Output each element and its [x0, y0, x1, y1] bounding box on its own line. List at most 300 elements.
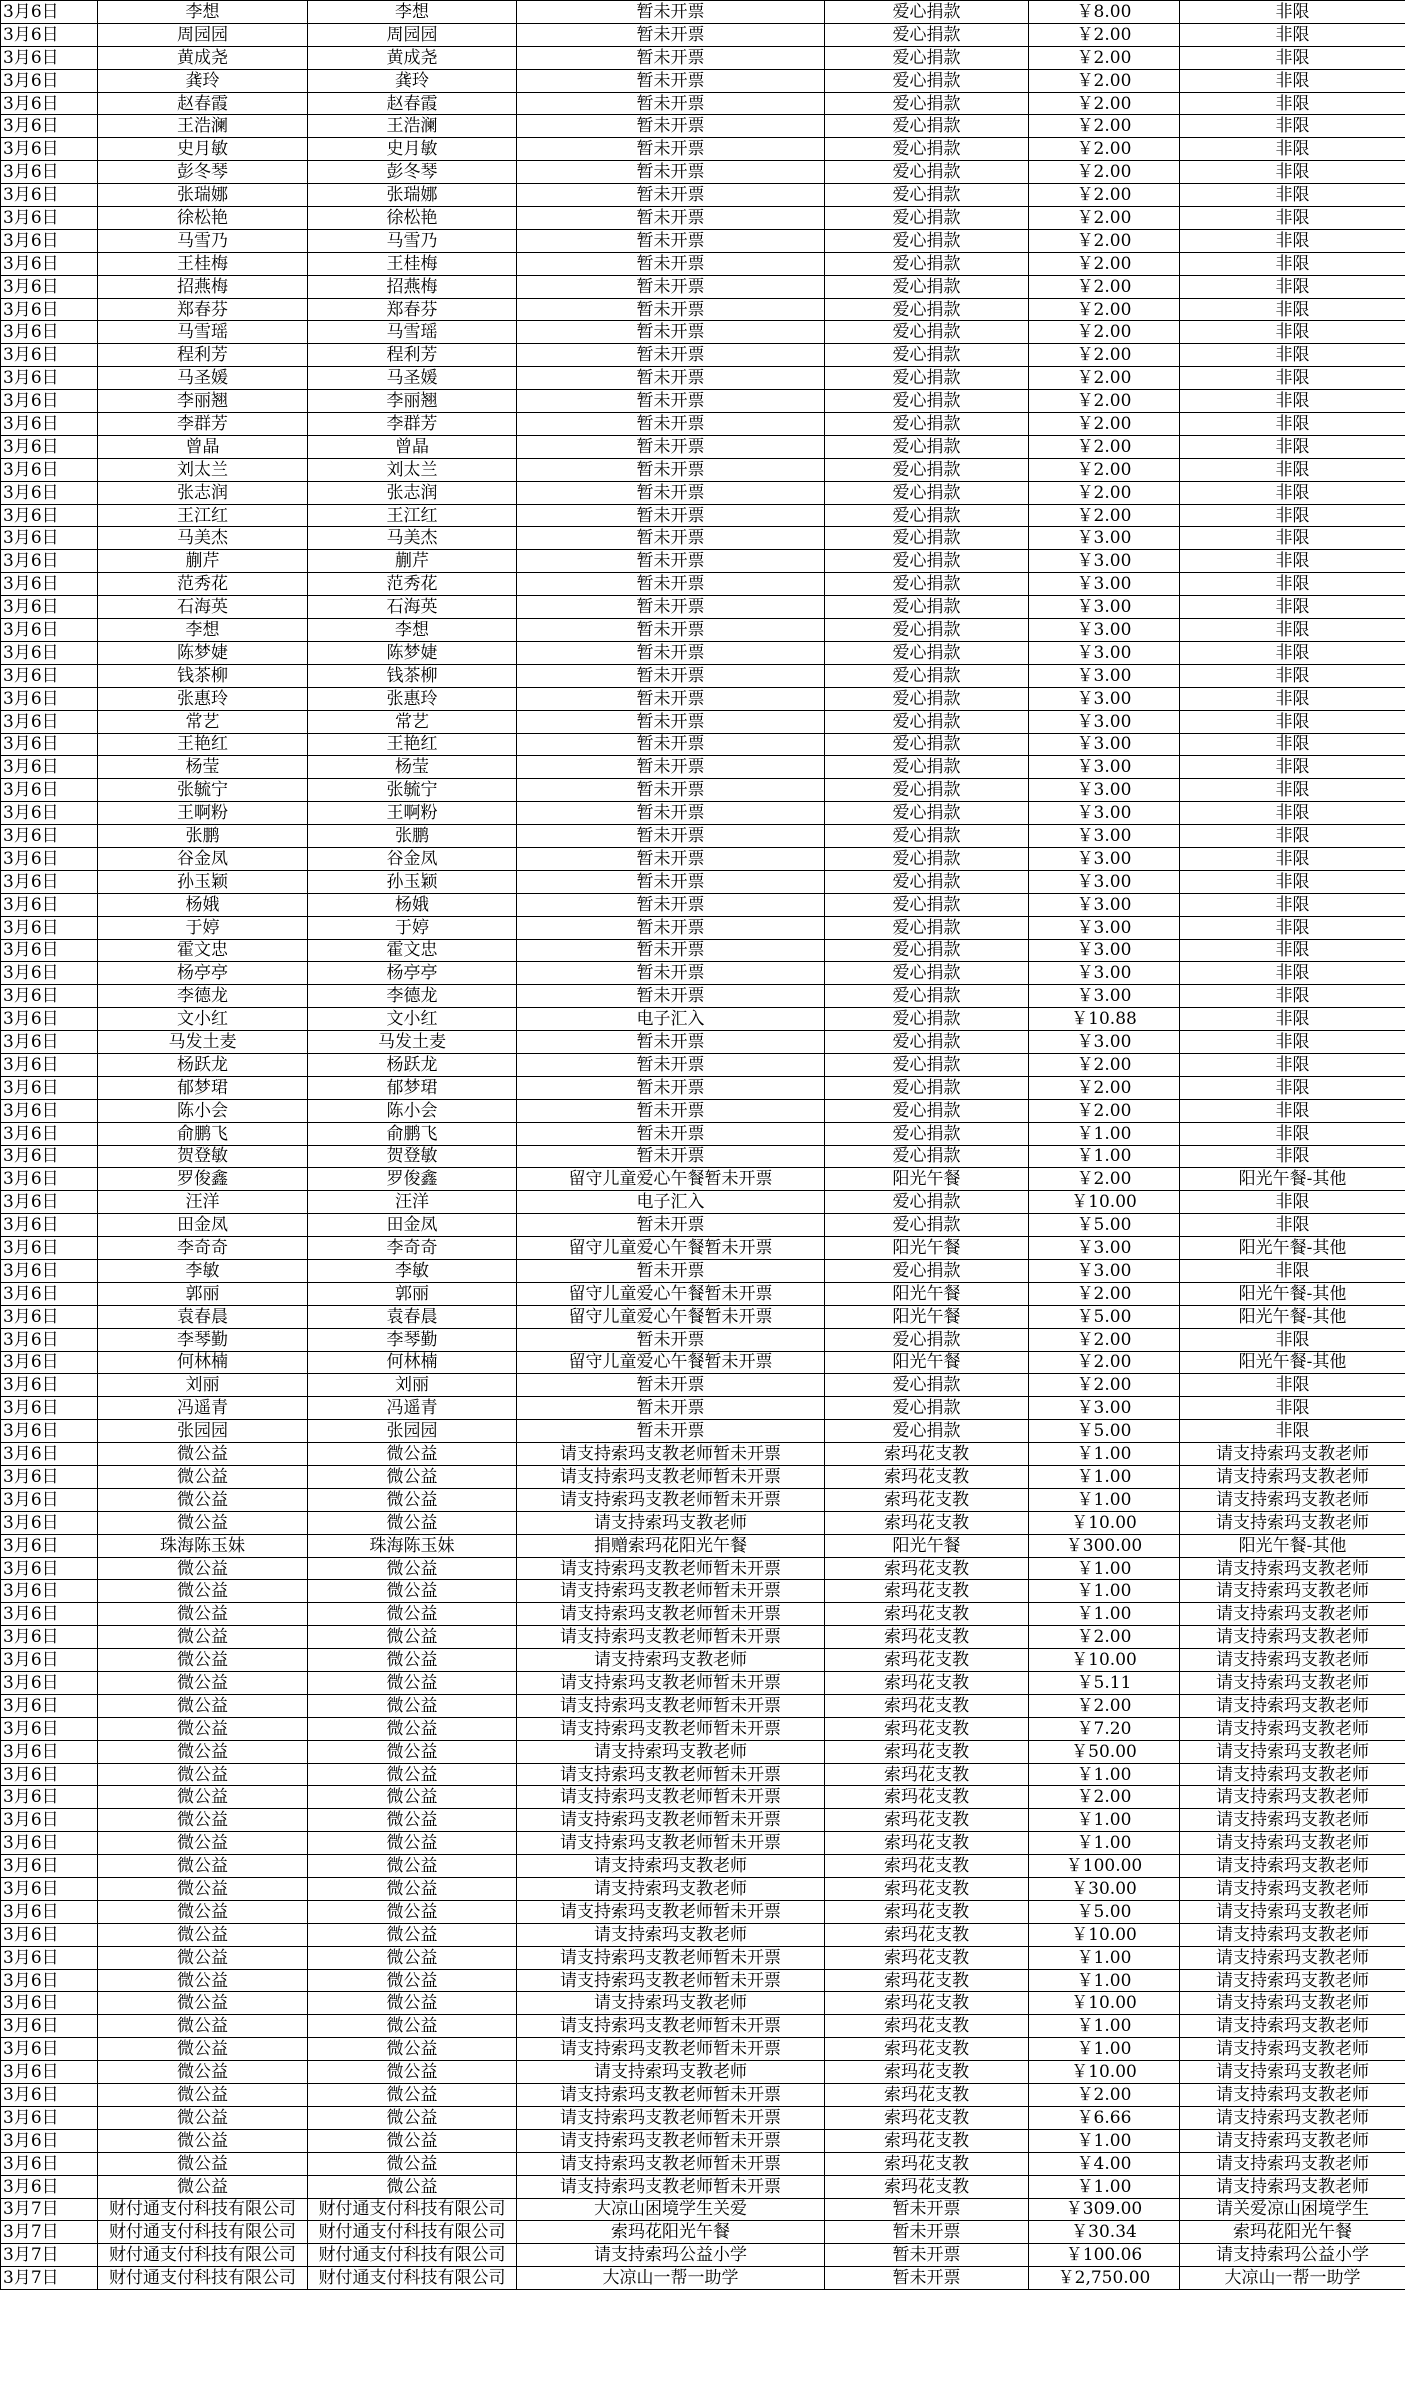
project-cell: 索玛花支教: [825, 1672, 1029, 1695]
note-cell: 请支持索玛支教老师暂未开票: [517, 2106, 825, 2129]
date-cell: 3月6日: [1, 573, 98, 596]
project-cell: 爱心捐款: [825, 23, 1029, 46]
payer-cell: 龚玲: [308, 69, 517, 92]
project-cell: 暂未开票: [825, 2221, 1029, 2244]
restriction-cell: 请支持索玛支教老师: [1180, 1717, 1405, 1740]
note-cell: 请支持索玛支教老师暂未开票: [517, 1763, 825, 1786]
table-row: [1, 2198, 1405, 2221]
date-cell: 3月6日: [1, 1328, 98, 1351]
restriction-cell: 非限: [1180, 481, 1405, 504]
date-cell: 3月6日: [1, 1603, 98, 1626]
date-cell: 3月6日: [1, 252, 98, 275]
project-cell: 爱心捐款: [825, 664, 1029, 687]
date-cell: 3月6日: [1, 870, 98, 893]
date-cell: 3月6日: [1, 1580, 98, 1603]
table-row: [1, 23, 1405, 46]
payer-cell: 微公益: [308, 1443, 517, 1466]
project-cell: 爱心捐款: [825, 298, 1029, 321]
note-cell: 暂未开票: [517, 23, 825, 46]
donor-cell: 微公益: [98, 1672, 308, 1695]
restriction-cell: 索玛花阳光午餐: [1180, 2221, 1405, 2244]
date-cell: 3月6日: [1, 184, 98, 207]
note-cell: 留守儿童爱心午餐暂未开票: [517, 1168, 825, 1191]
project-cell: 爱心捐款: [825, 367, 1029, 390]
date-cell: 3月6日: [1, 2129, 98, 2152]
note-cell: 请支持索玛支教老师暂未开票: [517, 1900, 825, 1923]
note-cell: 请支持索玛支教老师暂未开票: [517, 1488, 825, 1511]
restriction-cell: 请支持索玛支教老师: [1180, 1443, 1405, 1466]
amount-cell: ￥3.00: [1029, 664, 1180, 687]
payer-cell: 常艺: [308, 710, 517, 733]
table-row: [1, 1420, 1405, 1443]
note-cell: 暂未开票: [517, 92, 825, 115]
project-cell: 爱心捐款: [825, 1053, 1029, 1076]
payer-cell: 杨跃龙: [308, 1053, 517, 1076]
table-row: [1, 870, 1405, 893]
note-cell: 暂未开票: [517, 138, 825, 161]
date-cell: 3月6日: [1, 1282, 98, 1305]
table-row: [1, 527, 1405, 550]
restriction-cell: 非限: [1180, 92, 1405, 115]
restriction-cell: 请支持索玛支教老师: [1180, 2152, 1405, 2175]
date-cell: 3月6日: [1, 1969, 98, 1992]
restriction-cell: 非限: [1180, 1008, 1405, 1031]
payer-cell: 微公益: [308, 1878, 517, 1901]
date-cell: 3月6日: [1, 756, 98, 779]
project-cell: 爱心捐款: [825, 779, 1029, 802]
donor-cell: 蒯芹: [98, 550, 308, 573]
amount-cell: ￥2.00: [1029, 184, 1180, 207]
project-cell: 阳光午餐: [825, 1237, 1029, 1260]
note-cell: 请支持索玛支教老师暂未开票: [517, 1672, 825, 1695]
donor-cell: 微公益: [98, 1717, 308, 1740]
table-row: [1, 2015, 1405, 2038]
note-cell: 暂未开票: [517, 321, 825, 344]
table-row: [1, 275, 1405, 298]
date-cell: 3月6日: [1, 275, 98, 298]
restriction-cell: 请支持索玛公益小学: [1180, 2244, 1405, 2267]
donor-cell: 王桂梅: [98, 252, 308, 275]
donor-cell: 王啊粉: [98, 802, 308, 825]
note-cell: 暂未开票: [517, 115, 825, 138]
amount-cell: ￥2.00: [1029, 207, 1180, 230]
date-cell: 3月6日: [1, 92, 98, 115]
date-cell: 3月6日: [1, 710, 98, 733]
note-cell: 暂未开票: [517, 847, 825, 870]
note-cell: 暂未开票: [517, 46, 825, 69]
note-cell: 请支持索玛支教老师暂未开票: [517, 2084, 825, 2107]
note-cell: 暂未开票: [517, 1214, 825, 1237]
restriction-cell: 非限: [1180, 161, 1405, 184]
donor-cell: 文小红: [98, 1008, 308, 1031]
note-cell: 暂未开票: [517, 69, 825, 92]
table-row: [1, 893, 1405, 916]
restriction-cell: 非限: [1180, 1053, 1405, 1076]
restriction-cell: 请支持索玛支教老师: [1180, 2129, 1405, 2152]
donor-cell: 郁梦珺: [98, 1076, 308, 1099]
payer-cell: 微公益: [308, 1740, 517, 1763]
table-row: [1, 2129, 1405, 2152]
table-row: [1, 2244, 1405, 2267]
note-cell: 暂未开票: [517, 825, 825, 848]
payer-cell: 马雪乃: [308, 229, 517, 252]
ledger-body: [1, 1, 1405, 2290]
note-cell: 暂未开票: [517, 962, 825, 985]
note-cell: 暂未开票: [517, 229, 825, 252]
table-row: [1, 1259, 1405, 1282]
donor-cell: 微公益: [98, 1969, 308, 1992]
donor-cell: 谷金凤: [98, 847, 308, 870]
note-cell: 请支持索玛支教老师暂未开票: [517, 1694, 825, 1717]
restriction-cell: 非限: [1180, 115, 1405, 138]
table-row: [1, 1168, 1405, 1191]
restriction-cell: 阳光午餐-其他: [1180, 1168, 1405, 1191]
restriction-cell: 非限: [1180, 939, 1405, 962]
project-cell: 爱心捐款: [825, 1008, 1029, 1031]
restriction-cell: 请支持索玛支教老师: [1180, 1969, 1405, 1992]
payer-cell: 李敏: [308, 1259, 517, 1282]
project-cell: 爱心捐款: [825, 1328, 1029, 1351]
table-row: [1, 962, 1405, 985]
note-cell: 暂未开票: [517, 756, 825, 779]
payer-cell: 郁梦珺: [308, 1076, 517, 1099]
payer-cell: 张鹏: [308, 825, 517, 848]
table-row: [1, 1145, 1405, 1168]
table-row: [1, 1969, 1405, 1992]
note-cell: 请支持索玛支教老师暂未开票: [517, 2152, 825, 2175]
restriction-cell: 非限: [1180, 252, 1405, 275]
donor-cell: 张惠玲: [98, 687, 308, 710]
date-cell: 3月6日: [1, 390, 98, 413]
project-cell: 爱心捐款: [825, 619, 1029, 642]
date-cell: 3月6日: [1, 23, 98, 46]
restriction-cell: 阳光午餐-其他: [1180, 1237, 1405, 1260]
restriction-cell: 非限: [1180, 641, 1405, 664]
project-cell: 索玛花支教: [825, 1832, 1029, 1855]
table-row: [1, 229, 1405, 252]
donor-cell: 霍文忠: [98, 939, 308, 962]
payer-cell: 周园园: [308, 23, 517, 46]
payer-cell: 罗俊鑫: [308, 1168, 517, 1191]
amount-cell: ￥2.00: [1029, 115, 1180, 138]
payer-cell: 李想: [308, 619, 517, 642]
table-row: [1, 1282, 1405, 1305]
note-cell: 暂未开票: [517, 527, 825, 550]
restriction-cell: 非限: [1180, 733, 1405, 756]
restriction-cell: 阳光午餐-其他: [1180, 1351, 1405, 1374]
donor-cell: 微公益: [98, 2175, 308, 2198]
note-cell: 电子汇入: [517, 1191, 825, 1214]
payer-cell: 李德龙: [308, 985, 517, 1008]
project-cell: 爱心捐款: [825, 687, 1029, 710]
restriction-cell: 非限: [1180, 573, 1405, 596]
project-cell: 索玛花支教: [825, 1809, 1029, 1832]
payer-cell: 李丽翘: [308, 390, 517, 413]
project-cell: 爱心捐款: [825, 1214, 1029, 1237]
project-cell: 索玛花支教: [825, 1603, 1029, 1626]
table-row: [1, 641, 1405, 664]
table-row: [1, 550, 1405, 573]
amount-cell: ￥2.00: [1029, 229, 1180, 252]
amount-cell: ￥3.00: [1029, 893, 1180, 916]
donor-cell: 微公益: [98, 1809, 308, 1832]
payer-cell: 微公益: [308, 1763, 517, 1786]
restriction-cell: 非限: [1180, 893, 1405, 916]
table-row: [1, 1099, 1405, 1122]
project-cell: 索玛花支教: [825, 1694, 1029, 1717]
project-cell: 索玛花支教: [825, 1855, 1029, 1878]
payer-cell: 霍文忠: [308, 939, 517, 962]
date-cell: 3月6日: [1, 229, 98, 252]
project-cell: 索玛花支教: [825, 2106, 1029, 2129]
date-cell: 3月6日: [1, 1305, 98, 1328]
donor-cell: 孙玉颖: [98, 870, 308, 893]
restriction-cell: 非限: [1180, 367, 1405, 390]
donor-cell: 郭丽: [98, 1282, 308, 1305]
project-cell: 爱心捐款: [825, 275, 1029, 298]
amount-cell: ￥2.00: [1029, 367, 1180, 390]
donor-cell: 石海英: [98, 596, 308, 619]
table-row: [1, 1534, 1405, 1557]
amount-cell: ￥2.00: [1029, 2084, 1180, 2107]
project-cell: 爱心捐款: [825, 1, 1029, 24]
date-cell: 3月6日: [1, 1122, 98, 1145]
payer-cell: 程利芳: [308, 344, 517, 367]
table-row: [1, 1923, 1405, 1946]
project-cell: 爱心捐款: [825, 229, 1029, 252]
date-cell: 3月6日: [1, 1008, 98, 1031]
amount-cell: ￥10.00: [1029, 2061, 1180, 2084]
amount-cell: ￥2.00: [1029, 1053, 1180, 1076]
donor-cell: 微公益: [98, 1580, 308, 1603]
date-cell: 3月6日: [1, 1672, 98, 1695]
table-row: [1, 1809, 1405, 1832]
date-cell: 3月6日: [1, 1031, 98, 1054]
restriction-cell: 请支持索玛支教老师: [1180, 1923, 1405, 1946]
date-cell: 3月6日: [1, 1397, 98, 1420]
note-cell: 暂未开票: [517, 1397, 825, 1420]
payer-cell: 微公益: [308, 2061, 517, 2084]
restriction-cell: 请支持索玛支教老师: [1180, 1809, 1405, 1832]
restriction-cell: 请支持索玛支教老师: [1180, 1946, 1405, 1969]
donor-cell: 贺登敏: [98, 1145, 308, 1168]
note-cell: 请支持索玛支教老师暂未开票: [517, 2038, 825, 2061]
project-cell: 索玛花支教: [825, 1923, 1029, 1946]
date-cell: 3月6日: [1, 435, 98, 458]
amount-cell: ￥300.00: [1029, 1534, 1180, 1557]
amount-cell: ￥1.00: [1029, 1969, 1180, 1992]
note-cell: 请支持索玛支教老师暂未开票: [517, 1557, 825, 1580]
date-cell: 3月6日: [1, 2038, 98, 2061]
date-cell: 3月6日: [1, 413, 98, 436]
amount-cell: ￥1.00: [1029, 1557, 1180, 1580]
project-cell: 索玛花支教: [825, 1717, 1029, 1740]
payer-cell: 微公益: [308, 1992, 517, 2015]
restriction-cell: 请支持索玛支教老师: [1180, 1694, 1405, 1717]
note-cell: 暂未开票: [517, 985, 825, 1008]
donor-cell: 徐松艳: [98, 207, 308, 230]
note-cell: 请支持索玛支教老师暂未开票: [517, 1717, 825, 1740]
amount-cell: ￥3.00: [1029, 870, 1180, 893]
project-cell: 爱心捐款: [825, 596, 1029, 619]
project-cell: 爱心捐款: [825, 1145, 1029, 1168]
date-cell: 3月6日: [1, 1259, 98, 1282]
amount-cell: ￥1.00: [1029, 1946, 1180, 1969]
table-row: [1, 710, 1405, 733]
donor-cell: 微公益: [98, 2015, 308, 2038]
project-cell: 爱心捐款: [825, 46, 1029, 69]
amount-cell: ￥5.00: [1029, 1900, 1180, 1923]
date-cell: 3月6日: [1, 962, 98, 985]
date-cell: 3月6日: [1, 1740, 98, 1763]
donor-cell: 微公益: [98, 1443, 308, 1466]
note-cell: 暂未开票: [517, 664, 825, 687]
amount-cell: ￥2.00: [1029, 69, 1180, 92]
project-cell: 索玛花支教: [825, 1466, 1029, 1489]
payer-cell: 微公益: [308, 1900, 517, 1923]
amount-cell: ￥1.00: [1029, 1443, 1180, 1466]
restriction-cell: 非限: [1180, 207, 1405, 230]
donor-cell: 微公益: [98, 1992, 308, 2015]
amount-cell: ￥2.00: [1029, 321, 1180, 344]
payer-cell: 赵春霞: [308, 92, 517, 115]
date-cell: 3月6日: [1, 1214, 98, 1237]
project-cell: 索玛花支教: [825, 1511, 1029, 1534]
table-row: [1, 1649, 1405, 1672]
amount-cell: ￥8.00: [1029, 1, 1180, 24]
donor-cell: 微公益: [98, 2129, 308, 2152]
payer-cell: 微公益: [308, 1557, 517, 1580]
date-cell: 3月6日: [1, 1786, 98, 1809]
date-cell: 3月6日: [1, 985, 98, 1008]
note-cell: 留守儿童爱心午餐暂未开票: [517, 1351, 825, 1374]
donor-cell: 刘丽: [98, 1374, 308, 1397]
note-cell: 暂未开票: [517, 1076, 825, 1099]
amount-cell: ￥3.00: [1029, 756, 1180, 779]
date-cell: 3月6日: [1, 1923, 98, 1946]
payer-cell: 微公益: [308, 2106, 517, 2129]
amount-cell: ￥4.00: [1029, 2152, 1180, 2175]
donor-cell: 李群芳: [98, 413, 308, 436]
note-cell: 暂未开票: [517, 1328, 825, 1351]
payer-cell: 张志润: [308, 481, 517, 504]
payer-cell: 张瑞娜: [308, 184, 517, 207]
payer-cell: 杨亭亭: [308, 962, 517, 985]
restriction-cell: 非限: [1180, 1122, 1405, 1145]
note-cell: 暂未开票: [517, 344, 825, 367]
table-row: [1, 1466, 1405, 1489]
table-row: [1, 1214, 1405, 1237]
note-cell: 捐赠索玛花阳光午餐: [517, 1534, 825, 1557]
date-cell: 3月6日: [1, 1374, 98, 1397]
project-cell: 爱心捐款: [825, 1031, 1029, 1054]
restriction-cell: 非限: [1180, 802, 1405, 825]
donor-cell: 微公益: [98, 1466, 308, 1489]
table-row: [1, 435, 1405, 458]
amount-cell: ￥2.00: [1029, 1786, 1180, 1809]
donor-cell: 刘太兰: [98, 458, 308, 481]
note-cell: 留守儿童爱心午餐暂未开票: [517, 1282, 825, 1305]
date-cell: 3月6日: [1, 1191, 98, 1214]
note-cell: 请支持索玛支教老师: [517, 1511, 825, 1534]
date-cell: 3月6日: [1, 1, 98, 24]
table-row: [1, 161, 1405, 184]
amount-cell: ￥1.00: [1029, 1488, 1180, 1511]
table-row: [1, 1053, 1405, 1076]
table-row: [1, 2038, 1405, 2061]
table-row: [1, 916, 1405, 939]
project-cell: 爱心捐款: [825, 252, 1029, 275]
project-cell: 阳光午餐: [825, 1351, 1029, 1374]
donor-cell: 微公益: [98, 1603, 308, 1626]
project-cell: 爱心捐款: [825, 481, 1029, 504]
note-cell: 请支持索玛支教老师暂未开票: [517, 1969, 825, 1992]
payer-cell: 李想: [308, 1, 517, 24]
table-row: [1, 939, 1405, 962]
table-row: [1, 1717, 1405, 1740]
project-cell: 阳光午餐: [825, 1168, 1029, 1191]
project-cell: 爱心捐款: [825, 550, 1029, 573]
donor-cell: 马雪瑶: [98, 321, 308, 344]
payer-cell: 曾晶: [308, 435, 517, 458]
donor-cell: 曾晶: [98, 435, 308, 458]
note-cell: 暂未开票: [517, 710, 825, 733]
restriction-cell: 非限: [1180, 962, 1405, 985]
payer-cell: 王桂梅: [308, 252, 517, 275]
payer-cell: 微公益: [308, 1603, 517, 1626]
amount-cell: ￥2.00: [1029, 1282, 1180, 1305]
donor-cell: 微公益: [98, 1923, 308, 1946]
payer-cell: 何林楠: [308, 1351, 517, 1374]
amount-cell: ￥100.06: [1029, 2244, 1180, 2267]
note-cell: 暂未开票: [517, 1374, 825, 1397]
note-cell: 请支持索玛支教老师: [517, 1923, 825, 1946]
date-cell: 3月6日: [1, 687, 98, 710]
note-cell: 请支持索玛支教老师暂未开票: [517, 1809, 825, 1832]
payer-cell: 微公益: [308, 1717, 517, 1740]
donor-cell: 珠海陈玉妹: [98, 1534, 308, 1557]
amount-cell: ￥2.00: [1029, 1328, 1180, 1351]
date-cell: 3月6日: [1, 1855, 98, 1878]
amount-cell: ￥2.00: [1029, 46, 1180, 69]
payer-cell: 袁春晨: [308, 1305, 517, 1328]
payer-cell: 石海英: [308, 596, 517, 619]
note-cell: 请支持索玛支教老师暂未开票: [517, 1443, 825, 1466]
table-row: [1, 481, 1405, 504]
table-row: [1, 825, 1405, 848]
restriction-cell: 请支持索玛支教老师: [1180, 1672, 1405, 1695]
date-cell: 3月6日: [1, 1878, 98, 1901]
date-cell: 3月6日: [1, 779, 98, 802]
project-cell: 索玛花支教: [825, 1557, 1029, 1580]
payer-cell: 微公益: [308, 1488, 517, 1511]
restriction-cell: 请支持索玛支教老师: [1180, 1649, 1405, 1672]
project-cell: 索玛花支教: [825, 1649, 1029, 1672]
date-cell: 3月6日: [1, 481, 98, 504]
project-cell: 爱心捐款: [825, 321, 1029, 344]
table-row: [1, 619, 1405, 642]
amount-cell: ￥3.00: [1029, 596, 1180, 619]
note-cell: 请支持索玛公益小学: [517, 2244, 825, 2267]
project-cell: 爱心捐款: [825, 344, 1029, 367]
note-cell: 暂未开票: [517, 481, 825, 504]
donor-cell: 李敏: [98, 1259, 308, 1282]
date-cell: 3月6日: [1, 641, 98, 664]
date-cell: 3月6日: [1, 1557, 98, 1580]
payer-cell: 微公益: [308, 1672, 517, 1695]
table-row: [1, 1855, 1405, 1878]
payer-cell: 陈梦婕: [308, 641, 517, 664]
